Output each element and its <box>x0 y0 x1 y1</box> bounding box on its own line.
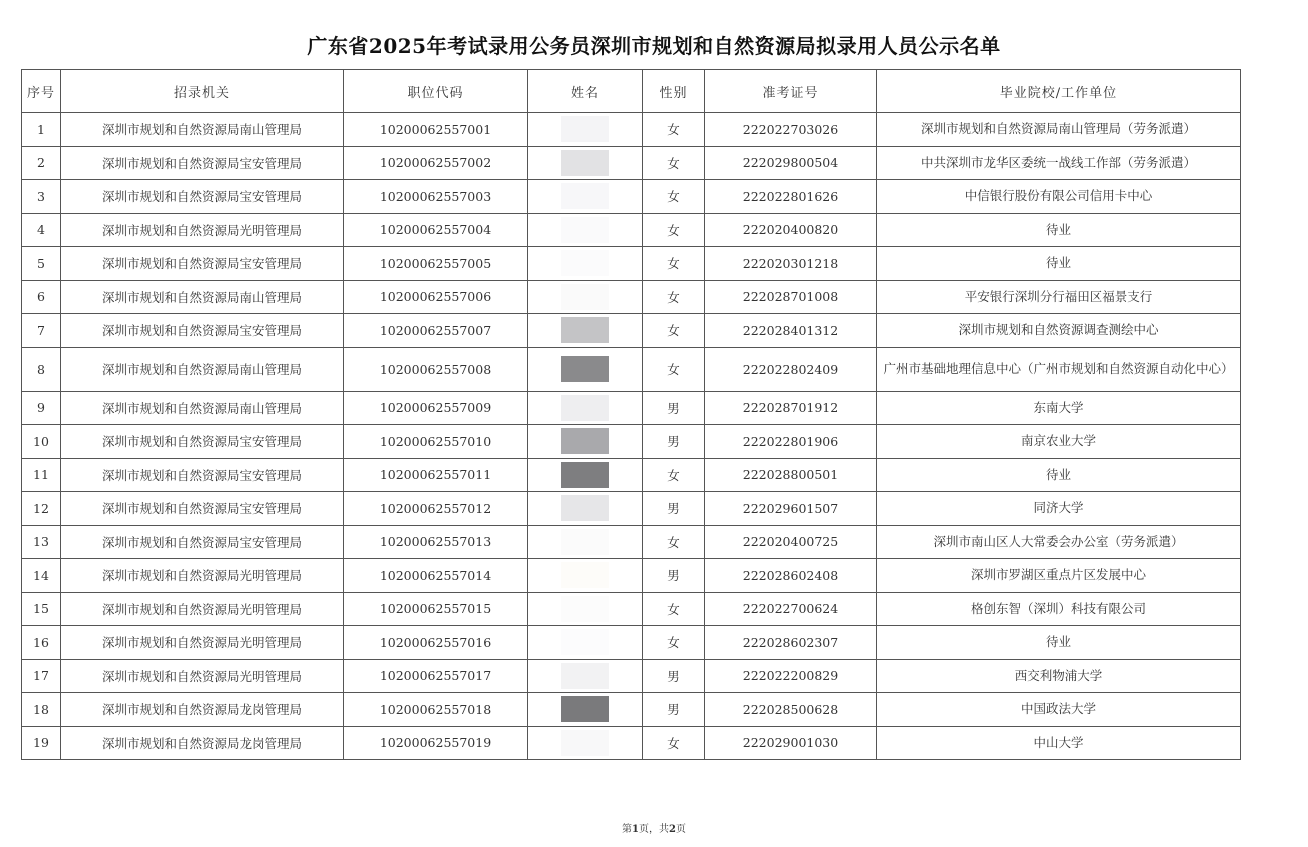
table-row <box>22 693 1241 727</box>
table-row <box>22 492 1241 526</box>
redacted-name <box>561 116 609 142</box>
redacted-name <box>561 183 609 209</box>
redacted-name <box>561 462 609 488</box>
redacted-name <box>561 356 609 382</box>
table-row <box>22 425 1241 459</box>
cell-gender: 男 <box>643 391 705 425</box>
cell-position-code: 10200062557002 <box>344 146 528 180</box>
cell-gender: 女 <box>643 592 705 626</box>
table-row <box>22 347 1241 391</box>
redacted-name <box>561 150 609 176</box>
cell-agency: 深圳市规划和自然资源局宝安管理局 <box>61 492 344 526</box>
table-body <box>22 113 1241 760</box>
cell-name <box>528 146 643 180</box>
footer-middle: 页，共 <box>639 824 669 835</box>
header-name: 姓名 <box>528 70 643 113</box>
cell-name <box>528 280 643 314</box>
cell-name <box>528 347 643 391</box>
cell-position-code: 10200062557009 <box>344 391 528 425</box>
redacted-name <box>561 596 609 622</box>
cell-name <box>528 113 643 147</box>
table-row <box>22 592 1241 626</box>
cell-agency: 深圳市规划和自然资源局南山管理局 <box>61 113 344 147</box>
redacted-name <box>561 284 609 310</box>
cell-position-code: 10200062557017 <box>344 659 528 693</box>
cell-agency: 深圳市规划和自然资源局光明管理局 <box>61 626 344 660</box>
cell-no: 18 <box>22 693 61 727</box>
header-gender: 性别 <box>643 70 705 113</box>
footer-total-pages: 2 <box>669 824 676 835</box>
cell-agency: 深圳市规划和自然资源局光明管理局 <box>61 592 344 626</box>
redacted-name <box>561 428 609 454</box>
cell-agency: 深圳市规划和自然资源局南山管理局 <box>61 280 344 314</box>
cell-name <box>528 425 643 459</box>
cell-exam-id: 222022700624 <box>705 592 877 626</box>
cell-exam-id: 222020400820 <box>705 213 877 247</box>
cell-no: 12 <box>22 492 61 526</box>
redacted-name <box>561 629 609 655</box>
cell-name <box>528 693 643 727</box>
table-row <box>22 659 1241 693</box>
cell-position-code: 10200062557005 <box>344 247 528 281</box>
cell-exam-id: 222022200829 <box>705 659 877 693</box>
cell-name <box>528 492 643 526</box>
redacted-name <box>561 250 609 276</box>
cell-agency: 深圳市规划和自然资源局宝安管理局 <box>61 314 344 348</box>
cell-school-unit: 待业 <box>877 626 1241 660</box>
header-position-code: 职位代码 <box>344 70 528 113</box>
page-footer <box>0 820 1308 835</box>
redacted-name <box>561 317 609 343</box>
cell-school-unit: 中共深圳市龙华区委统一战线工作部（劳务派遣） <box>877 146 1241 180</box>
footer-page-number: 1 <box>632 824 639 835</box>
cell-position-code: 10200062557007 <box>344 314 528 348</box>
cell-no: 15 <box>22 592 61 626</box>
cell-no: 19 <box>22 726 61 760</box>
cell-name <box>528 314 643 348</box>
cell-no: 13 <box>22 525 61 559</box>
cell-exam-id: 222022801626 <box>705 180 877 214</box>
header-school-unit: 毕业院校/工作单位 <box>877 70 1241 113</box>
table-row <box>22 180 1241 214</box>
footer-suffix: 页 <box>675 824 686 835</box>
header-exam-id: 准考证号 <box>705 70 877 113</box>
cell-school-unit: 中山大学 <box>877 726 1241 760</box>
cell-name <box>528 247 643 281</box>
table-row <box>22 314 1241 348</box>
cell-exam-id: 222029800504 <box>705 146 877 180</box>
table-row <box>22 213 1241 247</box>
cell-position-code: 10200062557012 <box>344 492 528 526</box>
table-header-row <box>22 70 1241 113</box>
cell-gender: 女 <box>643 280 705 314</box>
cell-school-unit: 格创东智（深圳）科技有限公司 <box>877 592 1241 626</box>
header-agency: 招录机关 <box>61 70 344 113</box>
cell-exam-id: 222029601507 <box>705 492 877 526</box>
cell-exam-id: 222020400725 <box>705 525 877 559</box>
cell-exam-id: 222022801906 <box>705 425 877 459</box>
page-title: 广东省2025年考试录用公务员深圳市规划和自然资源局拟录用人员公示名单 <box>307 34 1001 58</box>
cell-position-code: 10200062557013 <box>344 525 528 559</box>
cell-school-unit: 西交利物浦大学 <box>877 659 1241 693</box>
cell-exam-id: 222028701008 <box>705 280 877 314</box>
cell-position-code: 10200062557003 <box>344 180 528 214</box>
cell-exam-id: 222028800501 <box>705 458 877 492</box>
candidate-table <box>21 69 1241 760</box>
cell-exam-id: 222022802409 <box>705 347 877 391</box>
cell-exam-id: 222029001030 <box>705 726 877 760</box>
cell-gender: 男 <box>643 559 705 593</box>
cell-school-unit: 待业 <box>877 213 1241 247</box>
redacted-name <box>561 663 609 689</box>
cell-gender: 女 <box>643 347 705 391</box>
cell-agency: 深圳市规划和自然资源局宝安管理局 <box>61 146 344 180</box>
redacted-name <box>561 529 609 555</box>
cell-school-unit: 中国政法大学 <box>877 693 1241 727</box>
cell-gender: 女 <box>643 726 705 760</box>
cell-name <box>528 180 643 214</box>
cell-school-unit: 同济大学 <box>877 492 1241 526</box>
cell-no: 17 <box>22 659 61 693</box>
cell-position-code: 10200062557011 <box>344 458 528 492</box>
cell-agency: 深圳市规划和自然资源局南山管理局 <box>61 391 344 425</box>
cell-no: 6 <box>22 280 61 314</box>
cell-exam-id: 222028401312 <box>705 314 877 348</box>
cell-name <box>528 391 643 425</box>
redacted-name <box>561 217 609 243</box>
table-row <box>22 146 1241 180</box>
cell-gender: 女 <box>643 113 705 147</box>
cell-school-unit: 平安银行深圳分行福田区福景支行 <box>877 280 1241 314</box>
cell-school-unit: 中信银行股份有限公司信用卡中心 <box>877 180 1241 214</box>
table-row <box>22 726 1241 760</box>
cell-gender: 女 <box>643 626 705 660</box>
cell-exam-id: 222022703026 <box>705 113 877 147</box>
cell-gender: 女 <box>643 180 705 214</box>
cell-name <box>528 458 643 492</box>
table-row <box>22 280 1241 314</box>
cell-agency: 深圳市规划和自然资源局光明管理局 <box>61 213 344 247</box>
cell-school-unit: 广州市基础地理信息中心（广州市规划和自然资源自动化中心） <box>877 347 1241 391</box>
cell-gender: 男 <box>643 425 705 459</box>
cell-agency: 深圳市规划和自然资源局龙岗管理局 <box>61 726 344 760</box>
cell-school-unit: 深圳市规划和自然资源调查测绘中心 <box>877 314 1241 348</box>
cell-school-unit: 深圳市罗湖区重点片区发展中心 <box>877 559 1241 593</box>
redacted-name <box>561 562 609 588</box>
cell-no: 2 <box>22 146 61 180</box>
cell-school-unit: 待业 <box>877 458 1241 492</box>
cell-no: 11 <box>22 458 61 492</box>
cell-name <box>528 626 643 660</box>
cell-exam-id: 222028602408 <box>705 559 877 593</box>
cell-position-code: 10200062557016 <box>344 626 528 660</box>
cell-no: 5 <box>22 247 61 281</box>
cell-position-code: 10200062557001 <box>344 113 528 147</box>
footer-prefix: 第 <box>622 824 633 835</box>
cell-gender: 男 <box>643 693 705 727</box>
cell-no: 16 <box>22 626 61 660</box>
cell-gender: 男 <box>643 659 705 693</box>
cell-exam-id: 222020301218 <box>705 247 877 281</box>
cell-school-unit: 待业 <box>877 247 1241 281</box>
cell-agency: 深圳市规划和自然资源局宝安管理局 <box>61 180 344 214</box>
cell-no: 1 <box>22 113 61 147</box>
cell-position-code: 10200062557008 <box>344 347 528 391</box>
table-row <box>22 247 1241 281</box>
cell-name <box>528 726 643 760</box>
cell-school-unit: 深圳市规划和自然资源局南山管理局（劳务派遣） <box>877 113 1241 147</box>
table-row <box>22 113 1241 147</box>
cell-gender: 女 <box>643 525 705 559</box>
cell-agency: 深圳市规划和自然资源局宝安管理局 <box>61 425 344 459</box>
cell-name <box>528 525 643 559</box>
redacted-name <box>561 395 609 421</box>
cell-no: 14 <box>22 559 61 593</box>
cell-position-code: 10200062557014 <box>344 559 528 593</box>
cell-no: 9 <box>22 391 61 425</box>
cell-agency: 深圳市规划和自然资源局宝安管理局 <box>61 525 344 559</box>
cell-no: 10 <box>22 425 61 459</box>
cell-no: 7 <box>22 314 61 348</box>
cell-exam-id: 222028602307 <box>705 626 877 660</box>
cell-name <box>528 592 643 626</box>
cell-gender: 女 <box>643 146 705 180</box>
cell-position-code: 10200062557018 <box>344 693 528 727</box>
cell-no: 8 <box>22 347 61 391</box>
table-row <box>22 458 1241 492</box>
cell-agency: 深圳市规划和自然资源局南山管理局 <box>61 347 344 391</box>
cell-name <box>528 213 643 247</box>
table-row <box>22 525 1241 559</box>
cell-agency: 深圳市规划和自然资源局光明管理局 <box>61 559 344 593</box>
cell-agency: 深圳市规划和自然资源局宝安管理局 <box>61 458 344 492</box>
cell-no: 3 <box>22 180 61 214</box>
cell-position-code: 10200062557004 <box>344 213 528 247</box>
cell-gender: 女 <box>643 213 705 247</box>
cell-school-unit: 东南大学 <box>877 391 1241 425</box>
cell-school-unit: 深圳市南山区人大常委会办公室（劳务派遣） <box>877 525 1241 559</box>
table-row <box>22 559 1241 593</box>
cell-agency: 深圳市规划和自然资源局宝安管理局 <box>61 247 344 281</box>
cell-agency: 深圳市规划和自然资源局光明管理局 <box>61 659 344 693</box>
redacted-name <box>561 495 609 521</box>
cell-position-code: 10200062557019 <box>344 726 528 760</box>
cell-no: 4 <box>22 213 61 247</box>
redacted-name <box>561 696 609 722</box>
cell-school-unit: 南京农业大学 <box>877 425 1241 459</box>
cell-gender: 女 <box>643 458 705 492</box>
cell-name <box>528 559 643 593</box>
table-row <box>22 626 1241 660</box>
redacted-name <box>561 730 609 756</box>
cell-name <box>528 659 643 693</box>
header-no: 序号 <box>22 70 61 113</box>
cell-position-code: 10200062557015 <box>344 592 528 626</box>
cell-exam-id: 222028500628 <box>705 693 877 727</box>
cell-gender: 男 <box>643 492 705 526</box>
cell-exam-id: 222028701912 <box>705 391 877 425</box>
cell-position-code: 10200062557010 <box>344 425 528 459</box>
table-row <box>22 391 1241 425</box>
cell-gender: 女 <box>643 247 705 281</box>
cell-position-code: 10200062557006 <box>344 280 528 314</box>
cell-gender: 女 <box>643 314 705 348</box>
cell-agency: 深圳市规划和自然资源局龙岗管理局 <box>61 693 344 727</box>
